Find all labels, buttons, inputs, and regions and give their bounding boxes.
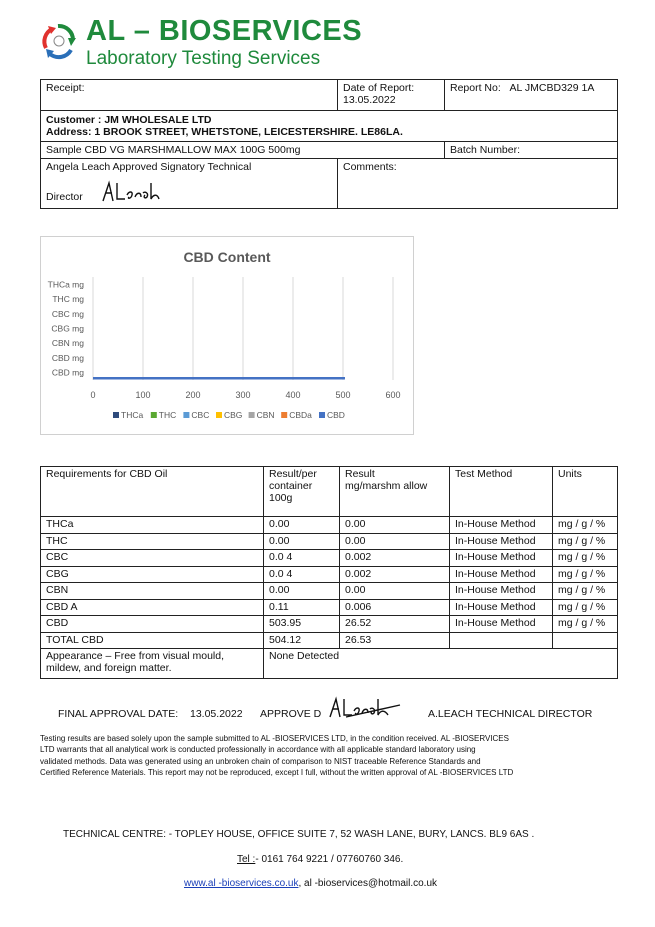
header-col3-line2: mg/marshm allow [345,480,428,492]
legend-label: CBC [191,410,210,420]
customer-line: Customer : JM WHOLESALE LTD [46,114,212,126]
table-cell: CBG [41,566,264,583]
table-cell: 0.00 [340,583,450,600]
table-cell: 0.00 [340,517,450,534]
x-tick-label: 600 [385,390,401,400]
table-cell [553,632,618,649]
signature-image [99,179,169,205]
table-cell: 503.95 [264,616,340,633]
legend-swatch [113,412,119,418]
approval-signer: A.LEACH TECHNICAL DIRECTOR [428,708,593,720]
customer-cell [41,111,618,142]
legend-swatch [216,412,222,418]
legend-label: CBD [327,410,345,420]
x-tick-label: 100 [135,390,151,400]
date-label: Date of Report: [343,82,415,94]
table-cell: In-House Method [450,583,553,600]
legal-line: validated methods. Data was generated using an unbroken chain of comparison to NIST traceable Reference Standards and [40,756,481,766]
batch-label: Batch Number: [450,144,521,156]
y-tick-label: CBN mg [51,338,84,349]
contact-line [184,878,437,889]
table-row [41,632,618,649]
bar-cbd [93,377,345,380]
approver-title: Director [46,191,83,203]
receipt-label: Receipt: [46,82,85,94]
legal-line: Testing results are based solely upon the sample submitted to AL -BIOSERVICES LTD, in the condition received. AL -BIOSERVICES [40,734,509,743]
header-col2-line2: container [269,480,313,492]
y-tick-label: CBD mg [51,352,84,363]
table-cell: 26.53 [340,632,450,649]
table-cell: In-House Method [450,550,553,567]
x-tick-label: 0 [90,390,96,400]
approver-line: Angela Leach Approved Signatory Technical [46,161,252,173]
approval-date: 13.05.2022 [190,708,243,720]
report-info-table [40,79,618,209]
chart-title: CBD Content [183,249,271,265]
logo-recycle-arrows-icon [38,20,80,62]
table-cell: 0.00 [340,533,450,550]
header-col2-line1: Result/per [269,468,317,480]
table-cell: mg / g / % [553,517,618,534]
legal-disclaimer [40,733,580,779]
table-cell: 0.002 [340,566,450,583]
legend-label: THC [158,410,177,420]
legend-label: CBN [256,410,275,420]
cbd-content-chart [40,236,414,435]
x-tick-label: 300 [235,390,251,400]
x-tick-label: 200 [185,390,201,400]
y-tick-label: THC mg [52,294,84,305]
table-cell: 0.006 [340,599,450,616]
table-cell: CBC [41,550,264,567]
approval-signature-image [326,695,406,721]
approval-label: FINAL APPROVAL DATE: [58,708,179,720]
table-row [41,517,618,534]
approved-label: APPROVE D [260,708,322,720]
comments-cell [338,159,618,209]
sample-line: Sample CBD VG MARSHMALLOW MAX 100G 500mg [46,144,301,156]
table-cell: 26.52 [340,616,450,633]
date-cell [338,80,445,111]
website-link[interactable]: www.al -bioservices.co.uk [184,878,299,889]
brand-title: AL – BIOSERVICES [86,15,363,47]
report-no-label: Report No: [450,82,501,94]
comments-label: Comments: [343,161,397,173]
header-units: Units [553,467,618,517]
results-table [40,466,618,679]
table-cell: 0.00 [264,533,340,550]
report-no-cell [445,80,618,111]
table-row [41,599,618,616]
tel-number: - 0161 764 9221 / 07760760 346. [255,854,404,865]
table-row [41,566,618,583]
table-cell: 0.11 [264,599,340,616]
table-cell: CBD [41,616,264,633]
appearance-line2: mildew, and foreign matter. [46,662,172,674]
table-cell: 0.00 [264,517,340,534]
x-tick-label: 500 [335,390,351,400]
table-cell: In-House Method [450,599,553,616]
email-text: , al -bioservices@hotmail.co.uk [298,878,438,889]
report-no-value: AL JMCBD329 1A [509,82,595,94]
table-row [41,533,618,550]
address-line: Address: 1 BROOK STREET, WHETSTONE, LEICESTERSHIRE. LE86LA. [46,126,403,138]
date-value: 13.05.2022 [343,94,396,106]
table-cell: CBN [41,583,264,600]
legal-line: LTD warrants that all analytical work is conducted professionally in accordance with all applicable standard laboratory using [40,745,476,755]
brand [86,14,362,70]
y-tick-label: CBD mg [51,367,84,378]
table-cell: mg / g / % [553,599,618,616]
header-col3-line1: Result [345,468,375,480]
table-cell: THCa [41,517,264,534]
table-cell: 0.002 [340,550,450,567]
header-result-container [264,467,340,517]
table-cell: mg / g / % [553,616,618,633]
table-cell: 0.00 [264,583,340,600]
table-cell: CBD A [41,599,264,616]
legend-label: CBDa [289,410,312,420]
legend-label: THCa [121,410,144,420]
table-cell: In-House Method [450,517,553,534]
table-cell: mg / g / % [553,550,618,567]
legend-label: CBG [224,410,243,420]
table-cell: mg / g / % [553,566,618,583]
legal-line: Certified Reference Materials. This report may not be reproduced, except I full, without the written approval of AL -BIOSERVICES LTD [40,768,514,778]
header-test-method: Test Method [450,467,553,517]
appearance-line1: Appearance – Free from visual mould, [46,650,225,662]
technical-centre-address: TECHNICAL CENTRE: - TOPLEY HOUSE, OFFICE SUITE 7, 52 WASH LANE, BURY, LANCS. BL9 6AS . [63,829,535,840]
batch-cell [445,142,618,159]
chart-svg [41,237,413,434]
legend-swatch [249,412,255,418]
y-tick-label: THCa mg [47,279,84,290]
appearance-cell [41,649,264,679]
legend-swatch [281,412,287,418]
legend-swatch [151,412,157,418]
table-row [41,616,618,633]
approver-cell [41,159,338,209]
header-requirements: Requirements for CBD Oil [41,467,264,517]
table-cell: 504.12 [264,632,340,649]
table-cell: TOTAL CBD [41,632,264,649]
table-cell: mg / g / % [553,583,618,600]
table-cell: mg / g / % [553,533,618,550]
telephone-line [237,854,403,865]
table-row [41,583,618,600]
receipt-cell [41,80,338,111]
header-col2-line3: 100g [269,492,293,504]
x-tick-label: 400 [285,390,301,400]
brand-subtitle: Laboratory Testing Services [86,48,321,69]
table-cell: 0.0 4 [264,566,340,583]
table-cell: In-House Method [450,533,553,550]
appearance-result: None Detected [264,649,618,679]
y-tick-label: CBC mg [51,308,84,319]
table-cell [450,632,553,649]
table-cell: In-House Method [450,616,553,633]
header-result-marshmallow [340,467,450,517]
table-row [41,550,618,567]
table-cell: 0.0 4 [264,550,340,567]
legend-swatch [319,412,325,418]
legend-swatch [183,412,189,418]
tel-label: Tel : [237,854,256,865]
table-cell: THC [41,533,264,550]
y-tick-label: CBG mg [51,323,84,334]
sample-cell [41,142,445,159]
table-cell: In-House Method [450,566,553,583]
